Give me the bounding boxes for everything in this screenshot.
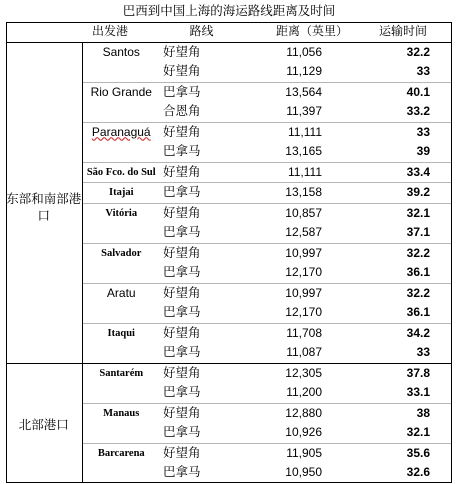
route-name: 好望角 (160, 443, 243, 463)
port-name-text: Salvador (101, 247, 142, 259)
transit-time-value: 39.2 (354, 183, 452, 204)
route-name: 巴拿马 (160, 82, 243, 102)
transit-time-value: 36.1 (406, 305, 430, 319)
distance-value: 10,950 (285, 465, 322, 479)
port-name (82, 323, 160, 363)
distance-value: 10,926 (285, 425, 322, 439)
route-name: 好望角 (160, 403, 243, 423)
port-name (82, 243, 160, 283)
route-name: 好望角 (160, 323, 243, 343)
table-body (6, 42, 452, 483)
header-port: 出发港 (82, 22, 160, 42)
distance-value: 11,129 (286, 64, 322, 78)
route-name: 巴拿马 (163, 305, 201, 319)
table-title: 巴西到中国上海的海运路线距离及时间 (122, 4, 336, 18)
distance-value: 11,111 (243, 122, 354, 142)
transit-time-value: 32.1 (354, 203, 452, 223)
route-name: 好望角 (163, 64, 201, 78)
transit-time-value: 40.1 (354, 82, 452, 102)
port-name (82, 82, 160, 122)
distance-value: 13,158 (243, 183, 354, 204)
transit-time-value: 32.2 (406, 44, 430, 59)
port-name-text: Itajai (109, 187, 134, 198)
distance-value: 10,997 (243, 283, 354, 303)
transit-time-value: 36.1 (406, 265, 430, 279)
route-name: 好望角 (160, 243, 243, 263)
distance-value: 11,087 (286, 345, 322, 359)
route-name: 巴拿马 (163, 265, 201, 279)
transit-time-value: 33 (416, 64, 430, 78)
port-name-text: Barcarena (97, 447, 145, 459)
header-route: 路线 (160, 22, 243, 42)
port-name (82, 283, 160, 323)
transit-time-value: 35.6 (354, 443, 452, 463)
transit-time-value: 32.2 (354, 243, 452, 263)
transit-time-value: 32.1 (406, 425, 430, 439)
table-row (6, 363, 452, 383)
route-name: 合恩角 (163, 104, 201, 118)
port-name-text: Vitória (105, 207, 138, 219)
route-name: 好望角 (160, 203, 243, 223)
route-name: 巴拿马 (163, 385, 201, 399)
route-name: 巴拿马 (163, 144, 201, 158)
table-row (6, 42, 452, 62)
region-label: 东部和南部港口 (6, 42, 82, 363)
transit-time-value: 33 (416, 345, 430, 359)
transit-time-value: 39 (416, 144, 430, 158)
transit-time-value: 32.6 (406, 465, 430, 479)
route-name: 巴拿马 (160, 183, 243, 204)
transit-time-value: 33.4 (354, 162, 452, 183)
distance-value: 11,111 (243, 162, 354, 183)
distance-value: 12,587 (285, 225, 322, 239)
distance-value: 11,905 (243, 443, 354, 463)
route-name: 好望角 (160, 122, 243, 142)
distance-value: 12,170 (285, 265, 322, 279)
distance-value: 11,397 (286, 104, 322, 118)
distance-value: 11,056 (286, 44, 322, 59)
port-name-text: Santarém (99, 367, 144, 379)
transit-time-value: 37.8 (354, 363, 452, 383)
distance-value: 12,880 (243, 403, 354, 423)
port-name (82, 203, 160, 243)
route-name: 巴拿马 (163, 425, 201, 439)
port-name (82, 162, 160, 183)
route-name: 好望角 (163, 44, 201, 59)
route-name: 好望角 (160, 283, 243, 303)
distance-value: 12,305 (243, 363, 354, 383)
route-name: 巴拿马 (163, 465, 201, 479)
transit-time-value: 32.2 (354, 283, 452, 303)
transit-time-value: 38 (354, 403, 452, 423)
header-row (6, 22, 452, 42)
header-time: 运输时间 (354, 22, 452, 42)
port-name-text: Manaus (103, 407, 140, 419)
port-name (82, 363, 160, 403)
port-name-text: Itaqui (107, 327, 135, 339)
transit-time-value: 34.2 (354, 323, 452, 343)
transit-time-value: 33.2 (406, 104, 430, 118)
distance-value: 10,997 (243, 243, 354, 263)
distance-value: 11,200 (286, 385, 322, 399)
route-name: 好望角 (160, 363, 243, 383)
route-name: 巴拿马 (163, 225, 201, 239)
distance-value: 12,170 (285, 305, 322, 319)
distance-value: 11,708 (243, 323, 354, 343)
transit-time-value: 37.1 (406, 225, 430, 239)
distance-value: 13,564 (243, 82, 354, 102)
region-label: 北部港口 (6, 363, 82, 483)
port-name-text: Paranaguá (91, 124, 151, 139)
port-name (82, 183, 160, 204)
port-name-text: Rio Grande (90, 84, 152, 99)
port-name (82, 122, 160, 162)
port-name-text: São Fco. do Sul (86, 166, 156, 178)
port-name-text: Aratu (106, 285, 136, 300)
transit-time-value: 33 (354, 122, 452, 142)
distance-value: 10,857 (243, 203, 354, 223)
route-name: 好望角 (160, 162, 243, 183)
header-region-blank (6, 22, 82, 42)
port-name-text: Santos (102, 44, 140, 59)
route-name: 巴拿马 (163, 345, 201, 359)
transit-time-value: 33.1 (406, 385, 430, 399)
port-name (82, 42, 160, 82)
port-name (82, 403, 160, 443)
shipping-routes-table (6, 22, 452, 483)
header-distance: 距离（英里） (243, 22, 354, 42)
distance-value: 13,165 (285, 144, 322, 158)
port-name (82, 443, 160, 483)
